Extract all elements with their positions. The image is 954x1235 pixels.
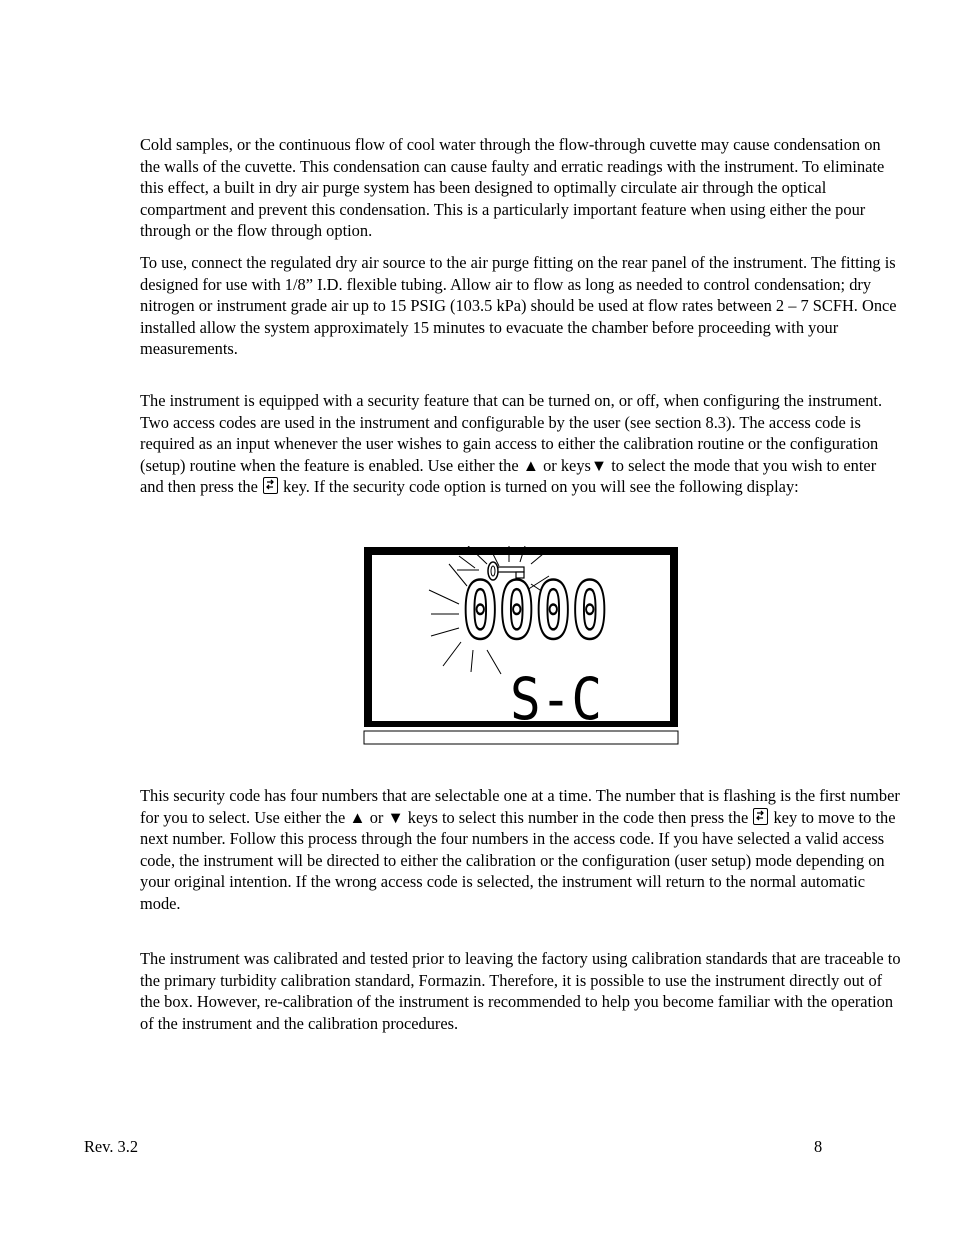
paragraph-security-feature [140,390,902,498]
paragraph-air-purge-usage: To use, connect the regulated dry air source to the air purge fitting on the rear panel of the instrument. The fitting is designed for use with 1/8” I.D. flexible tubing. Allow air to flow as long as needed to control condensation; dry nitrogen or instrument grade air up to 15 PSIG (103.5 kPa) should be used at flow rates between 2 – 7 SCFH. Once installed allow the system approximately 15 minutes to evacuate the chamber before proceeding with your measurements. [140,253,897,359]
lcd-display-illustration [363,546,679,745]
text-span: key. If the security code option is turned on you will see the following display: [279,477,799,497]
enter-key-icon [753,808,768,825]
display-digits: 0000 [462,567,608,657]
down-arrow-icon: ▼ [590,455,608,475]
text-span: This security code has four numbers that are selectable one at a time. The number that is flashing is the first number for you to select. Use either the [140,786,900,827]
paragraph-security-code-entry [140,785,902,915]
lcd-svg [363,546,679,745]
footer-revision: Rev. 3.2 [84,1137,139,1156]
paragraph-factory-calibration: The instrument was calibrated and tested prior to leaving the factory using calibration standards that are traceable to the primary turbidity calibration standard, Formazin. Therefore, it is possible to use the instrument directly out of the box. However, re-calibration of the instrument is recommended to help you become familiar with the operation of the instrument and the calibration procedures. [140,949,901,1033]
up-arrow-icon: ▲ [349,807,366,827]
up-arrow-icon: ▲ [522,455,539,475]
paragraph-condensation: Cold samples, or the continuous flow of cool water through the flow-through cuvette may cause condensation on the walls of the cuvette. This condensation can cause faulty and erratic readings with the instrument. To eliminate this effect, a built in dry air purge system has been designed to optimally circulate air through the optical compartment and prevent this condensation. This is a particularly important feature when using either the pour through or the flow through option. [140,135,885,241]
text-span: key to move to the next number. Follow this process through the four numbers in the access code. If you have selected a valid access code, the instrument will be directed to either the calibration or the configuration (user setup) mode depending on your original intention. If the wrong access code is selected, the instrument will return to the normal automatic mode. [140,807,896,913]
text-span: or keys [539,455,591,475]
footer-page-number: 8 [814,1137,823,1156]
text-span: to select the mode that you wish to enter and then press the [140,455,877,497]
text-span: The instrument is equipped with a security feature that can be turned on, or off, when configuring the instrument. Two access codes are used in the instrument and configurable by the user (see section 8.3). The access code is required as an input whenever the user wishes to gain access to either the calibration routine or the configuration (setup) routine when the feature is enabled. Use either the [140,391,883,475]
text-span: keys to select this number in the code then press the [403,807,753,827]
enter-key-icon [263,477,278,494]
text-span: or [365,807,388,827]
down-arrow-icon: ▼ [387,807,404,827]
display-mode-label: S-C [510,665,602,733]
